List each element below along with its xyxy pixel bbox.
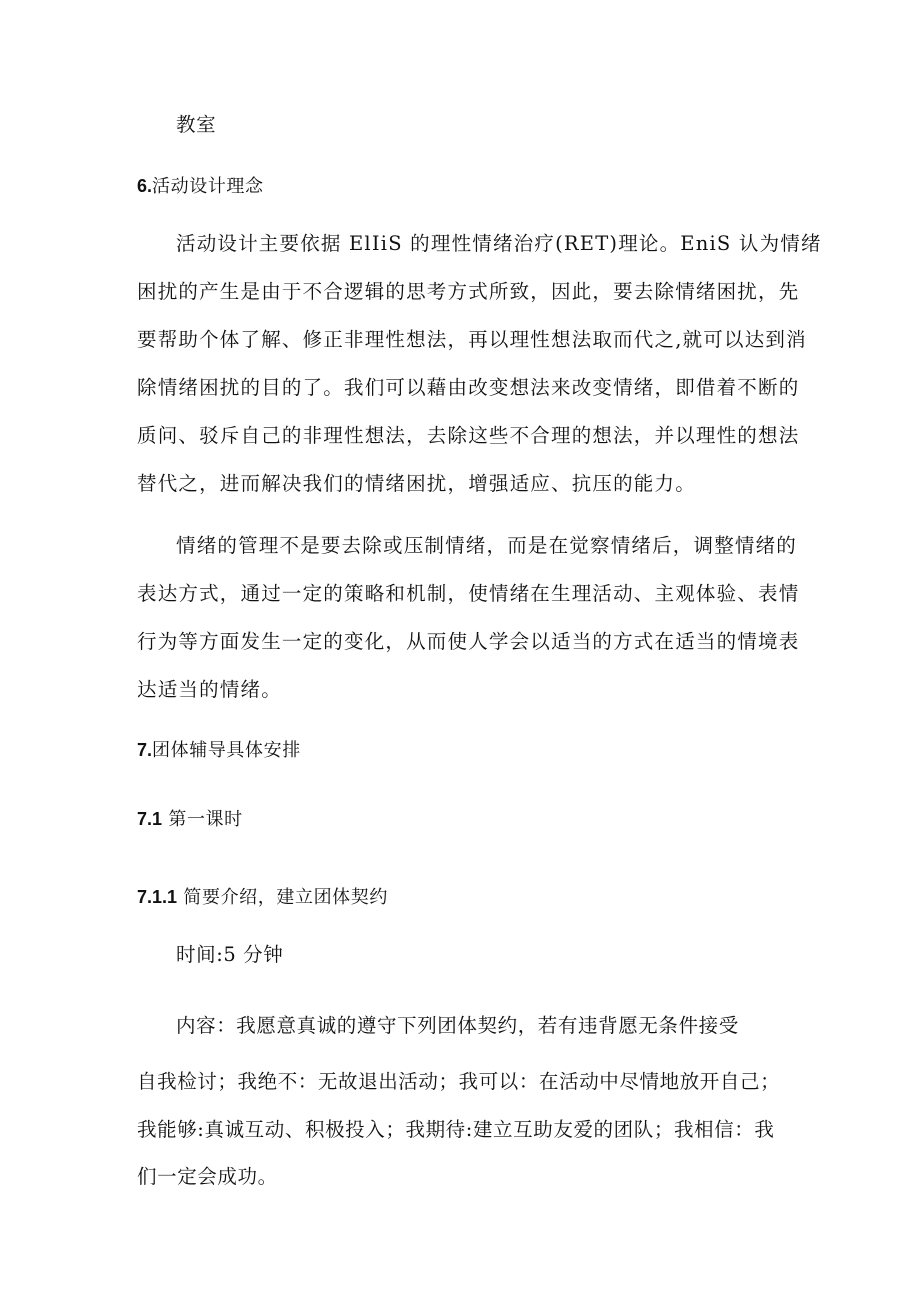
section-7-1-1-heading — [137, 884, 388, 911]
section-title: 活动设计理念 — [152, 176, 264, 197]
paragraph-line: 困扰的产生是由于不合逻辑的思考方式所致，因此，要去除情绪困扰，先 — [137, 280, 800, 303]
section-number: 7. — [137, 740, 153, 760]
paragraph-line: 情绪的管理不是要去除或压制情绪，而是在觉察情绪后，调整情绪的 — [176, 534, 798, 557]
paragraph-line: 自我检讨；我绝不：无故退出活动；我可以：在活动中尽情地放开自己； — [137, 1070, 781, 1093]
content-line: 内容：我愿意真诚的遵守下列团体契约，若有违背愿无条件接受 — [176, 1014, 739, 1037]
paragraph-line: 们一定会成功。 — [137, 1165, 278, 1188]
classroom-line: 教室 — [176, 113, 217, 136]
section-title: 第一课时 — [162, 809, 243, 830]
section-title: 团体辅导具体安排 — [152, 740, 301, 761]
paragraph-line: 质问、驳斥自己的非理性想法，去除这些不合理的想法，并以理性的想法 — [137, 424, 800, 447]
paragraph-line: 行为等方面发生一定的变化，从而使人学会以适当的方式在适当的情境表 — [137, 630, 800, 653]
paragraph-line: 达适当的情绪。 — [137, 678, 282, 701]
section-number: 7.1.1 — [137, 887, 178, 907]
paragraph-line: 替代之，进而解决我们的情绪困扰，增强适应、抗压的能力。 — [137, 472, 696, 495]
section-6-heading — [137, 173, 264, 200]
paragraph-line: 要帮助个体了解、修正非理性想法，再以理性想法取而代之,就可以达到消 — [137, 328, 807, 351]
section-number: 7.1 — [137, 809, 163, 829]
section-number: 6. — [137, 176, 153, 196]
section-7-heading — [137, 737, 301, 764]
time-line: 时间:5 分钟 — [176, 943, 284, 966]
paragraph-line: 活动设计主要依据 ElIiS 的理性情绪治疗(RET)理论。EniS 认为情绪 — [176, 232, 822, 255]
paragraph-line: 表达方式，通过一定的策略和机制，使情绪在生理活动、主观体验、表情 — [137, 582, 800, 605]
paragraph-line: 除情绪困扰的目的了。我们可以藉由改变想法来改变情绪，即借着不断的 — [137, 376, 800, 399]
section-7-1-heading — [137, 806, 243, 833]
paragraph-line: 我能够:真诚互动、积极投入；我期待:建立互助友爱的团队；我相信：我 — [137, 1118, 775, 1141]
section-title: 简要介绍，建立团体契约 — [177, 887, 388, 908]
